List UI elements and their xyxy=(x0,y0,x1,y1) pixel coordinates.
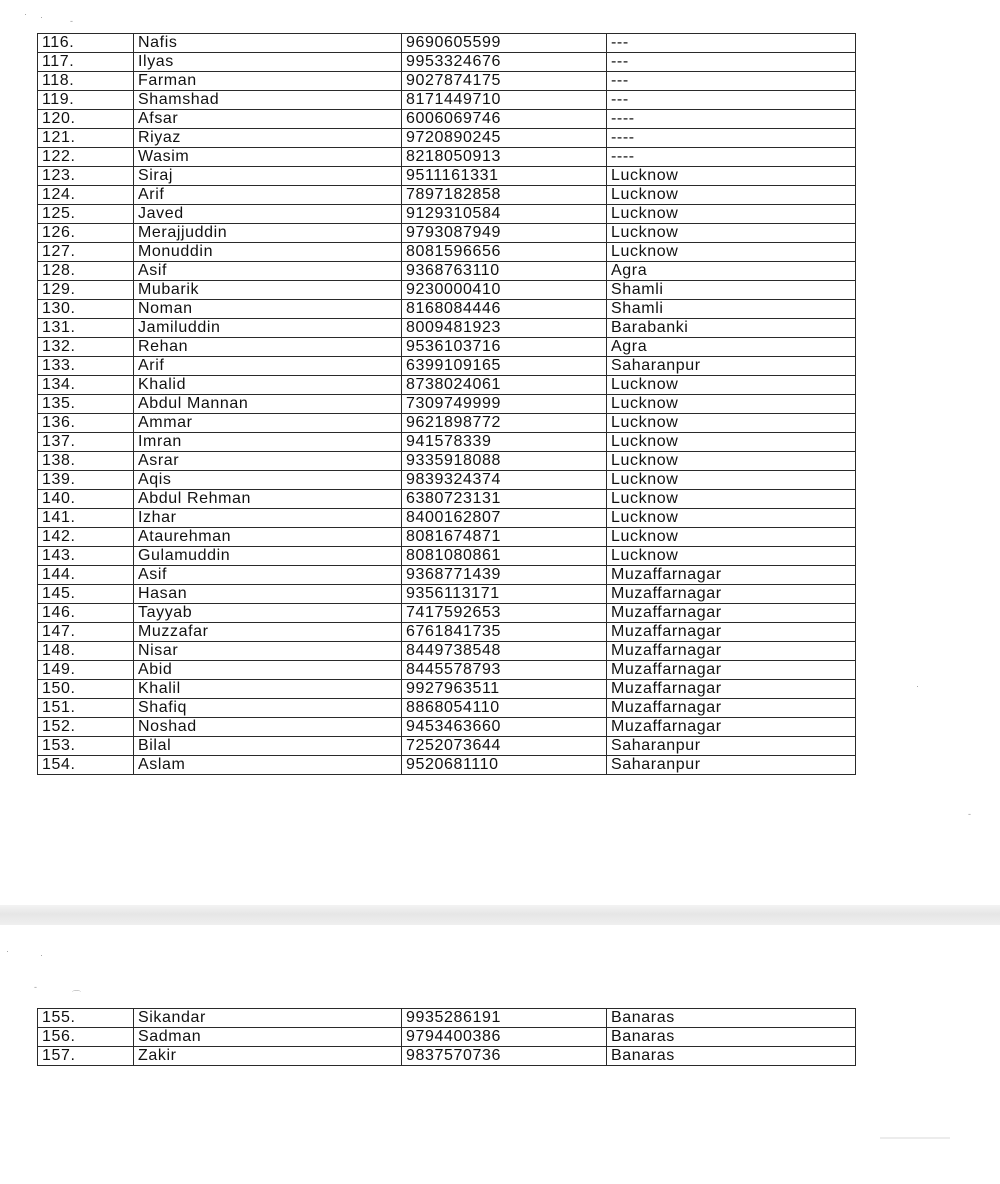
phone-number-cell: 8081674871 xyxy=(402,528,607,547)
phone-number-cell: 941578339 xyxy=(402,433,607,452)
table-row xyxy=(38,756,856,775)
name-cell: Nisar xyxy=(134,642,402,661)
location-cell: Lucknow xyxy=(607,509,856,528)
location-cell: --- xyxy=(607,53,856,72)
serial-number-cell: 141. xyxy=(38,509,134,528)
serial-number-cell: 125. xyxy=(38,205,134,224)
scan-speck: · xyxy=(40,12,43,22)
phone-number-cell: 7417592653 xyxy=(402,604,607,623)
location-cell: Lucknow xyxy=(607,395,856,414)
name-cell: Arif xyxy=(134,186,402,205)
phone-number-cell: 9536103716 xyxy=(402,338,607,357)
phone-number-cell: 9837570736 xyxy=(402,1047,607,1066)
location-cell: Agra xyxy=(607,262,856,281)
serial-number-cell: 127. xyxy=(38,243,134,262)
table-row xyxy=(38,1047,856,1066)
name-cell: Rehan xyxy=(134,338,402,357)
table-row xyxy=(38,110,856,129)
location-cell: --- xyxy=(607,72,856,91)
name-cell: Afsar xyxy=(134,110,402,129)
phone-number-cell: 9793087949 xyxy=(402,224,607,243)
phone-number-cell: 9953324676 xyxy=(402,53,607,72)
name-cell: Noshad xyxy=(134,718,402,737)
contact-table-body xyxy=(38,1009,856,1066)
phone-number-cell: 8218050913 xyxy=(402,148,607,167)
table-row xyxy=(38,623,856,642)
table-row xyxy=(38,357,856,376)
location-cell: Lucknow xyxy=(607,490,856,509)
contact-table xyxy=(37,33,856,775)
scan-speck: - xyxy=(34,982,37,992)
location-cell: Muzaffarnagar xyxy=(607,642,856,661)
phone-number-cell: 7252073644 xyxy=(402,737,607,756)
serial-number-cell: 139. xyxy=(38,471,134,490)
serial-number-cell: 120. xyxy=(38,110,134,129)
phone-number-cell: 9720890245 xyxy=(402,129,607,148)
name-cell: Imran xyxy=(134,433,402,452)
name-cell: Hasan xyxy=(134,585,402,604)
phone-number-cell: 8171449710 xyxy=(402,91,607,110)
location-cell: Muzaffarnagar xyxy=(607,680,856,699)
name-cell: Wasim xyxy=(134,148,402,167)
name-cell: Asif xyxy=(134,262,402,281)
name-cell: Javed xyxy=(134,205,402,224)
table-row xyxy=(38,718,856,737)
name-cell: Shafiq xyxy=(134,699,402,718)
phone-number-cell: 6006069746 xyxy=(402,110,607,129)
serial-number-cell: 124. xyxy=(38,186,134,205)
location-cell: Saharanpur xyxy=(607,357,856,376)
serial-number-cell: 123. xyxy=(38,167,134,186)
name-cell: Khalil xyxy=(134,680,402,699)
phone-number-cell: 9453463660 xyxy=(402,718,607,737)
phone-number-cell: 7897182858 xyxy=(402,186,607,205)
serial-number-cell: 138. xyxy=(38,452,134,471)
location-cell: Muzaffarnagar xyxy=(607,623,856,642)
serial-number-cell: 144. xyxy=(38,566,134,585)
page-bottom xyxy=(0,925,1000,1184)
location-cell: Saharanpur xyxy=(607,756,856,775)
phone-number-cell: 9356113171 xyxy=(402,585,607,604)
location-cell: Lucknow xyxy=(607,433,856,452)
table-row xyxy=(38,433,856,452)
location-cell: --- xyxy=(607,34,856,53)
table-row xyxy=(38,129,856,148)
table-row xyxy=(38,604,856,623)
location-cell: Muzaffarnagar xyxy=(607,604,856,623)
scan-speck: ⌒ xyxy=(72,990,82,1000)
location-cell: Lucknow xyxy=(607,167,856,186)
phone-number-cell: 9839324374 xyxy=(402,471,607,490)
scan-smudge xyxy=(880,1137,950,1139)
table-row xyxy=(38,471,856,490)
location-cell: Muzaffarnagar xyxy=(607,718,856,737)
location-cell: --- xyxy=(607,91,856,110)
scan-speck: - xyxy=(70,16,73,26)
table-row xyxy=(38,338,856,357)
name-cell: Zakir xyxy=(134,1047,402,1066)
name-cell: Abid xyxy=(134,661,402,680)
phone-number-cell: 9621898772 xyxy=(402,414,607,433)
phone-number-cell: 9511161331 xyxy=(402,167,607,186)
table-row xyxy=(38,547,856,566)
table-row xyxy=(38,281,856,300)
table-row xyxy=(38,395,856,414)
phone-number-cell: 9230000410 xyxy=(402,281,607,300)
name-cell: Sikandar xyxy=(134,1009,402,1028)
phone-number-cell: 6380723131 xyxy=(402,490,607,509)
page-break xyxy=(0,905,1000,925)
location-cell: Saharanpur xyxy=(607,737,856,756)
name-cell: Abdul Mannan xyxy=(134,395,402,414)
phone-number-cell: 7309749999 xyxy=(402,395,607,414)
name-cell: Mubarik xyxy=(134,281,402,300)
serial-number-cell: 156. xyxy=(38,1028,134,1047)
name-cell: Arif xyxy=(134,357,402,376)
phone-number-cell: 8738024061 xyxy=(402,376,607,395)
location-cell: Shamli xyxy=(607,281,856,300)
contact-table-continued xyxy=(37,1008,856,1066)
location-cell: Shamli xyxy=(607,300,856,319)
serial-number-cell: 129. xyxy=(38,281,134,300)
location-cell: Muzaffarnagar xyxy=(607,585,856,604)
scan-speck: · xyxy=(24,9,27,19)
location-cell: ---- xyxy=(607,148,856,167)
phone-number-cell: 8445578793 xyxy=(402,661,607,680)
name-cell: Riyaz xyxy=(134,129,402,148)
location-cell: Lucknow xyxy=(607,414,856,433)
location-cell: Banaras xyxy=(607,1047,856,1066)
contact-table-body xyxy=(38,34,856,775)
scan-speck: · xyxy=(6,946,9,956)
name-cell: Abdul Rehman xyxy=(134,490,402,509)
serial-number-cell: 128. xyxy=(38,262,134,281)
table-row xyxy=(38,680,856,699)
table-row xyxy=(38,566,856,585)
serial-number-cell: 142. xyxy=(38,528,134,547)
table-row xyxy=(38,262,856,281)
phone-number-cell: 6399109165 xyxy=(402,357,607,376)
table-row xyxy=(38,72,856,91)
phone-number-cell: 8400162807 xyxy=(402,509,607,528)
serial-number-cell: 155. xyxy=(38,1009,134,1028)
serial-number-cell: 143. xyxy=(38,547,134,566)
name-cell: Farman xyxy=(134,72,402,91)
table-row xyxy=(38,319,856,338)
location-cell: Lucknow xyxy=(607,376,856,395)
phone-number-cell: 9368771439 xyxy=(402,566,607,585)
serial-number-cell: 137. xyxy=(38,433,134,452)
name-cell: Monuddin xyxy=(134,243,402,262)
serial-number-cell: 133. xyxy=(38,357,134,376)
serial-number-cell: 122. xyxy=(38,148,134,167)
location-cell: Banaras xyxy=(607,1028,856,1047)
serial-number-cell: 140. xyxy=(38,490,134,509)
table-row xyxy=(38,452,856,471)
serial-number-cell: 116. xyxy=(38,34,134,53)
table-row xyxy=(38,1009,856,1028)
serial-number-cell: 117. xyxy=(38,53,134,72)
phone-number-cell: 9027874175 xyxy=(402,72,607,91)
serial-number-cell: 151. xyxy=(38,699,134,718)
name-cell: Aslam xyxy=(134,756,402,775)
scan-speck: · xyxy=(916,681,919,691)
phone-number-cell: 8081080861 xyxy=(402,547,607,566)
phone-number-cell: 8009481923 xyxy=(402,319,607,338)
location-cell: Lucknow xyxy=(607,243,856,262)
table-row xyxy=(38,243,856,262)
name-cell: Shamshad xyxy=(134,91,402,110)
table-row xyxy=(38,642,856,661)
phone-number-cell: 9520681110 xyxy=(402,756,607,775)
phone-number-cell: 8868054110 xyxy=(402,699,607,718)
location-cell: Banaras xyxy=(607,1009,856,1028)
serial-number-cell: 136. xyxy=(38,414,134,433)
name-cell: Asif xyxy=(134,566,402,585)
serial-number-cell: 131. xyxy=(38,319,134,338)
serial-number-cell: 126. xyxy=(38,224,134,243)
name-cell: Muzzafar xyxy=(134,623,402,642)
phone-number-cell: 9794400386 xyxy=(402,1028,607,1047)
serial-number-cell: 119. xyxy=(38,91,134,110)
location-cell: ---- xyxy=(607,110,856,129)
location-cell: Lucknow xyxy=(607,452,856,471)
serial-number-cell: 146. xyxy=(38,604,134,623)
scan-speck: · xyxy=(40,950,43,960)
serial-number-cell: 148. xyxy=(38,642,134,661)
table-row xyxy=(38,661,856,680)
table-row xyxy=(38,737,856,756)
location-cell: Muzaffarnagar xyxy=(607,699,856,718)
name-cell: Siraj xyxy=(134,167,402,186)
serial-number-cell: 132. xyxy=(38,338,134,357)
location-cell: Agra xyxy=(607,338,856,357)
name-cell: Bilal xyxy=(134,737,402,756)
name-cell: Sadman xyxy=(134,1028,402,1047)
table-row xyxy=(38,414,856,433)
name-cell: Ataurehman xyxy=(134,528,402,547)
name-cell: Merajjuddin xyxy=(134,224,402,243)
serial-number-cell: 153. xyxy=(38,737,134,756)
serial-number-cell: 154. xyxy=(38,756,134,775)
location-cell: Muzaffarnagar xyxy=(607,566,856,585)
phone-number-cell: 9368763110 xyxy=(402,262,607,281)
name-cell: Noman xyxy=(134,300,402,319)
location-cell: ---- xyxy=(607,129,856,148)
table-row xyxy=(38,585,856,604)
phone-number-cell: 9690605599 xyxy=(402,34,607,53)
phone-number-cell: 8449738548 xyxy=(402,642,607,661)
table-row xyxy=(38,224,856,243)
table-row xyxy=(38,205,856,224)
name-cell: Asrar xyxy=(134,452,402,471)
location-cell: Barabanki xyxy=(607,319,856,338)
name-cell: Ammar xyxy=(134,414,402,433)
table-row xyxy=(38,1028,856,1047)
name-cell: Gulamuddin xyxy=(134,547,402,566)
serial-number-cell: 147. xyxy=(38,623,134,642)
table-row xyxy=(38,148,856,167)
phone-number-cell: 9935286191 xyxy=(402,1009,607,1028)
table-row xyxy=(38,699,856,718)
serial-number-cell: 135. xyxy=(38,395,134,414)
serial-number-cell: 152. xyxy=(38,718,134,737)
phone-number-cell: 9927963511 xyxy=(402,680,607,699)
serial-number-cell: 149. xyxy=(38,661,134,680)
location-cell: Lucknow xyxy=(607,224,856,243)
scan-speck: - xyxy=(968,809,971,819)
table-row xyxy=(38,167,856,186)
location-cell: Lucknow xyxy=(607,547,856,566)
serial-number-cell: 150. xyxy=(38,680,134,699)
location-cell: Lucknow xyxy=(607,205,856,224)
serial-number-cell: 121. xyxy=(38,129,134,148)
table-row xyxy=(38,186,856,205)
name-cell: Jamiluddin xyxy=(134,319,402,338)
phone-number-cell: 6761841735 xyxy=(402,623,607,642)
table-row xyxy=(38,528,856,547)
phone-number-cell: 9335918088 xyxy=(402,452,607,471)
table-row xyxy=(38,53,856,72)
serial-number-cell: 134. xyxy=(38,376,134,395)
location-cell: Lucknow xyxy=(607,186,856,205)
phone-number-cell: 8168084446 xyxy=(402,300,607,319)
table-row xyxy=(38,376,856,395)
name-cell: Aqis xyxy=(134,471,402,490)
name-cell: Khalid xyxy=(134,376,402,395)
phone-number-cell: 9129310584 xyxy=(402,205,607,224)
name-cell: Tayyab xyxy=(134,604,402,623)
table-row xyxy=(38,509,856,528)
phone-number-cell: 8081596656 xyxy=(402,243,607,262)
location-cell: Lucknow xyxy=(607,471,856,490)
table-row xyxy=(38,91,856,110)
name-cell: Ilyas xyxy=(134,53,402,72)
table-row xyxy=(38,300,856,319)
location-cell: Muzaffarnagar xyxy=(607,661,856,680)
serial-number-cell: 118. xyxy=(38,72,134,91)
table-row xyxy=(38,34,856,53)
location-cell: Lucknow xyxy=(607,528,856,547)
table-row xyxy=(38,490,856,509)
serial-number-cell: 130. xyxy=(38,300,134,319)
name-cell: Nafis xyxy=(134,34,402,53)
name-cell: Izhar xyxy=(134,509,402,528)
serial-number-cell: 145. xyxy=(38,585,134,604)
serial-number-cell: 157. xyxy=(38,1047,134,1066)
